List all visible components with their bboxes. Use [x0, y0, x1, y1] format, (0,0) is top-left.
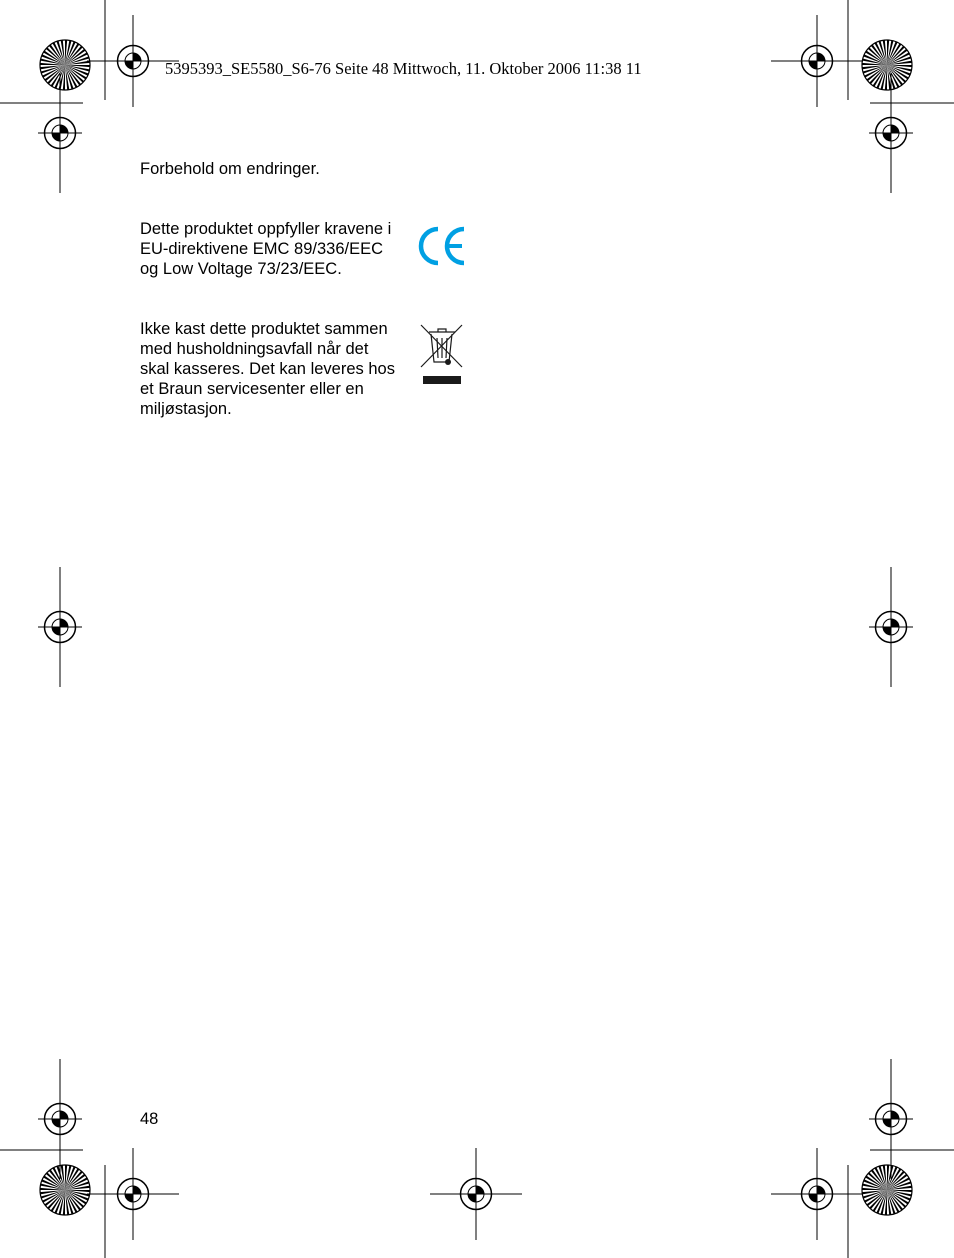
change-notice: Forbehold om endringer. — [140, 160, 320, 178]
ce-line-1: Dette produktet oppfyller kravene i — [140, 220, 392, 238]
starburst-top-right — [862, 40, 912, 90]
page-number: 48 — [140, 1110, 159, 1128]
disposal-paragraph — [140, 319, 410, 419]
ce-line-2: EU-direktivene EMC 89/336/EEC — [140, 240, 384, 258]
ce-mark-icon — [418, 225, 466, 267]
disposal-line-1: Ikke kast dette produktet sammen — [140, 320, 388, 338]
starburst-bottom-right — [862, 1165, 912, 1215]
disposal-line-4: et Braun servicesenter eller en — [140, 380, 364, 398]
ce-line-3: og Low Voltage 73/23/EEC. — [140, 260, 342, 278]
ce-compliance-paragraph — [140, 219, 410, 279]
crossed-out-bin-icon — [418, 322, 466, 386]
starburst-bottom-left — [40, 1165, 90, 1215]
disposal-line-3: skal kasseres. Det kan leveres hos — [140, 360, 395, 378]
disposal-line-2: med husholdningsavfall når det — [140, 340, 369, 358]
disposal-line-5: miljøstasjon. — [140, 400, 232, 418]
starburst-top-left — [40, 40, 90, 90]
print-slug: 5395393_SE5580_S6-76 Seite 48 Mittwoch, 11. Oktober 2006 11:38 11 — [165, 59, 642, 78]
